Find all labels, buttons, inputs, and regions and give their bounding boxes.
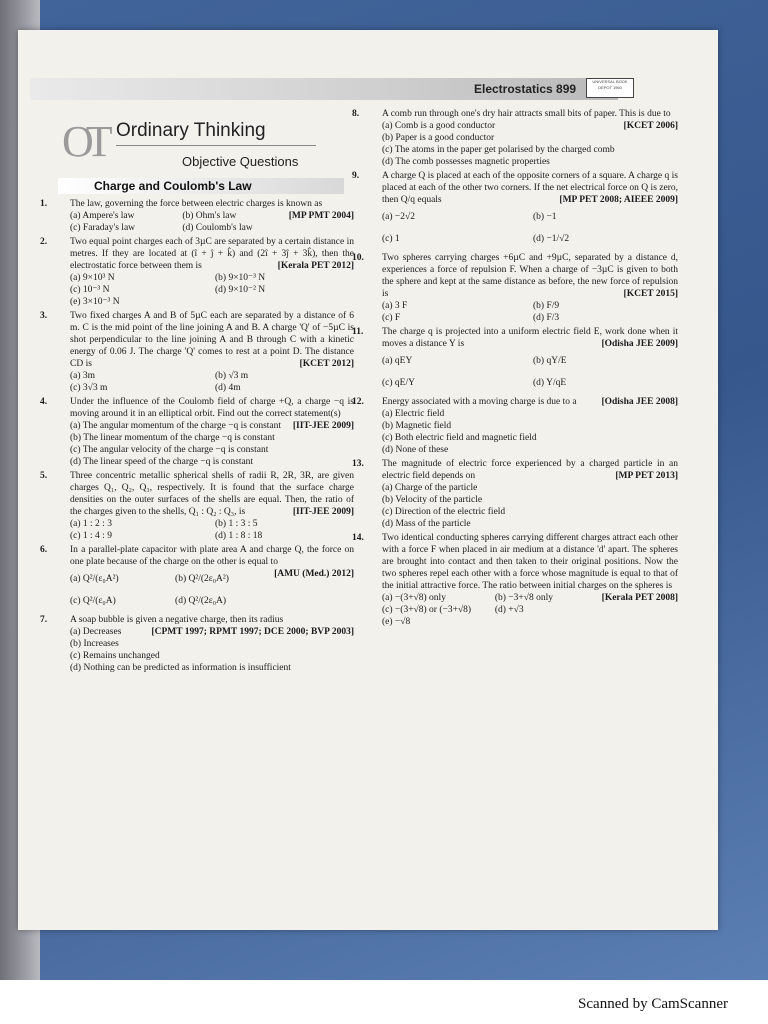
book-page [18,30,718,930]
publisher-badge: UNIVERSAL BOOK DEPOT 1960 [586,78,634,98]
question-number: 4. [40,397,48,407]
answer-option: (c) The angular velocity of the charge −q is constant [70,445,269,455]
answer-option: (d) 9×10⁻² N [215,285,266,295]
answer-option: (b) −3+√8 only [494,593,553,603]
question-text: In a parallel-plate capacitor with plate area A and charge Q, the force on one plate because of the charge on the other is equal to [70,545,354,567]
answer-option: (d) None of these [382,445,449,455]
question-item [36,198,354,234]
question-text: The law, governing the force between electric charges is known as [70,199,323,209]
question-number: 11. [352,327,364,337]
question-item [36,614,354,674]
question-source: [IIT-JEE 2009] [292,507,354,517]
question-body [382,326,678,394]
question-body [382,252,678,324]
answer-option: (a) −(3+√8) only [382,593,446,603]
answer-option: (d) The linear speed of the charge −q is constant [70,457,254,467]
answer-option: (c) 3√3 m [70,383,108,393]
answer-option: (b) qY/E [533,356,567,366]
page-header-title: Electrostatics 899 [474,82,577,96]
question-text: Under the influence of the Coulomb field of charge +Q, a charge −q is moving around it in an elliptical orbit. Find out the correct statement(s) [70,397,354,419]
answer-option: (c) The atoms in the paper get polarised by the charged comb [382,145,615,155]
answer-option: (b) Magnetic field [382,421,452,431]
answer-option: (d) Coulomb's law [182,223,253,233]
answer-option: (d) 1 : 8 : 18 [215,531,263,541]
question-source: [Kerala PET 2008] [601,593,678,603]
question-body [70,396,354,468]
answer-option: (d) +√3 [494,605,524,615]
question-body [382,458,678,530]
question-number: 12. [352,397,364,407]
topic-title: Charge and Coulomb's Law [94,179,252,193]
answer-option: (c) 1 [382,234,400,244]
answer-option: (c) Q²/(ε₀A) [70,596,116,606]
question-number: 3. [40,311,48,321]
options-list [382,350,678,394]
answer-option: (d) F/3 [533,313,560,323]
answer-option: (a) Charge of the particle [382,483,478,493]
question-text: Two spheres carrying charges +6µC and +9µC, separated by a distance d, experiences a force of repulsion F. When a charge of −3µC is given to both the sphere and kept at the same distance as before, the new force of repulsion is [382,253,678,299]
section-sub-title: Objective Questions [182,154,299,169]
question-source: [KCET 2006] [623,121,678,131]
answer-option: (c) 1 : 4 : 9 [70,531,112,541]
answer-option: (c) 10⁻³ N [70,285,110,295]
question-text: Two equal point charges each of 3µC are separated by a certain distance in metres. If they are located at (î + ĵ + k̂) and (2î + 3ĵ + 3k̂), then the electrostatic force between them is [70,237,354,271]
answer-option: (b) √3 m [215,371,249,381]
question-item [36,396,354,468]
ot-logo: OT [62,117,105,166]
answer-option: (a) 1 : 2 : 3 [70,519,112,529]
question-number: 9. [352,171,360,181]
question-number: 13. [352,459,364,469]
question-text: Two fixed charges A and B of 5µC each are separated by a distance of 6 m. C is the mid point of the line joining A and B. A charge 'Q' of −5µC is shot perpendicular to the line joining A and B through C with a kinetic energy of 0.06 J. The charge 'Q' comes to rest at a point D. The distance CD is [70,311,354,369]
question-text: A comb run through one's dry hair attracts small bits of paper. This is due to [382,109,671,119]
question-source: [Kerala PET 2012] [277,261,354,271]
options-list [382,482,678,530]
question-text: Energy associated with a moving charge is due to a [382,397,577,407]
answer-option: (a) 3m [70,371,96,381]
options-list [70,272,354,308]
answer-option: (d) −1/√2 [533,234,570,244]
answer-option: (b) The linear momentum of the charge −q is constant [70,433,275,443]
answer-option: (d) Q²/(2ε₀A) [175,596,227,606]
question-body [70,198,354,234]
question-item [348,170,678,250]
options-list [70,420,293,468]
options-list [70,210,289,234]
question-text: Three concentric metallic spherical shells of radii R, 2R, 3R, are given charges Q₁, Q₂, Q₃, respectively. It is found that the surface charge densities on the outer surfaces of the shells are equal. Then, the ratio of the charges given to the shells, Q₁ : Q₂ : Q₃, is [70,471,354,517]
question-text: A soap bubble is given a negative charge, then its radius [70,615,284,625]
question-item [348,252,678,324]
left-question-column [36,198,354,676]
answer-option: (a) Decreases [70,627,122,637]
answer-option: (a) −2√2 [382,212,415,222]
title-underline [116,145,316,146]
options-list [70,370,354,394]
right-question-column [348,108,678,630]
answer-option: (b) F/9 [533,301,560,311]
question-body [70,310,354,394]
section-main-title: Ordinary Thinking [116,120,266,141]
question-source: [CPMT 1997; RPMT 1997; DCE 2000; BVP 2003] [151,627,354,637]
answer-option: (d) The comb possesses magnetic properties [382,157,550,167]
answer-option: (d) 4m [215,383,241,393]
question-body [382,396,678,456]
question-source: [IIT-JEE 2009] [292,421,354,431]
answer-option: (a) Q²/(ε₀A²) [70,574,119,584]
scanner-watermark: Scanned by CamScanner [578,996,728,1012]
answer-option: (a) Electric field [382,409,445,419]
answer-option: (b) Velocity of the particle [382,495,483,505]
options-list [382,120,624,168]
question-number: 6. [40,545,48,555]
question-item [36,470,354,542]
answer-option: (b) −1 [533,212,557,222]
options-list [382,206,678,250]
answer-option: (b) Increases [70,639,119,649]
question-number: 14. [352,533,364,543]
question-body [70,544,354,612]
question-text: The charge q is projected into a uniform electric field E, work done when it moves a distance Y is [382,327,678,349]
question-number: 2. [40,237,48,247]
question-item [348,326,678,394]
answer-option: (c) qE/Y [382,378,415,388]
answer-option: (d) Nothing can be predicted as information is insufficient [70,663,291,673]
question-source: [AMU (Med.) 2012] [274,569,354,579]
question-body [70,236,354,308]
question-source: [MP PET 2008; AIEEE 2009] [559,195,678,205]
answer-option: (a) Ampere's law [70,211,135,221]
answer-option: (c) −(3+√8) or (−3+√8) [382,605,472,615]
options-list [70,568,274,612]
options-list [70,518,354,542]
answer-option: (a) 3 F [382,301,408,311]
question-source: [KCET 2012] [299,359,354,369]
answer-option: (b) Q²/(2ε₀A²) [175,574,229,584]
answer-option: (d) Mass of the particle [382,519,471,529]
answer-option: (c) Remains unchanged [70,651,160,661]
answer-option: (a) 9×10³ N [70,273,115,283]
question-number: 10. [352,253,364,263]
question-source: [MP PET 2013] [615,471,678,481]
question-item [348,108,678,168]
answer-option: (a) Comb is a good conductor [382,121,496,131]
question-body [70,614,354,674]
options-list [382,300,678,324]
question-item [36,236,354,308]
question-source: [Odisha JEE 2008] [601,397,678,407]
question-source: [KCET 2015] [623,289,678,299]
question-body [382,170,678,250]
answer-option: (a) The angular momentum of the charge −q is constant [70,421,282,431]
answer-option: (e) −√8 [382,617,411,627]
answer-option: (a) qEY [382,356,413,366]
question-number: 1. [40,199,48,209]
question-number: 5. [40,471,48,481]
answer-option: (c) F [382,313,401,323]
answer-option: (b) Ohm's law [182,211,237,221]
question-text: A charge Q is placed at each of the opposite corners of a square. A charge q is placed at each of the other two corners. If the net electrical force on Q is zero, then Q/q equals [382,171,678,205]
question-number: 7. [40,615,48,625]
question-text: The magnitude of electric force experienced by a charged particle in an electric field depends on [382,459,678,481]
question-number: 8. [352,109,360,119]
answer-option: (b) Paper is a good conductor [382,133,495,143]
options-list [382,592,602,628]
question-source: [MP PMT 2004] [288,211,354,221]
question-item [348,458,678,530]
answer-option: (b) 9×10⁻³ N [215,273,266,283]
question-item [348,532,678,628]
question-item [36,310,354,394]
answer-option: (c) Both electric field and magnetic field [382,433,537,443]
question-body [70,470,354,542]
answer-option: (c) Direction of the electric field [382,507,506,517]
question-item [36,544,354,612]
answer-option: (b) 1 : 3 : 5 [215,519,258,529]
options-list [382,408,678,456]
question-item [348,396,678,456]
answer-option: (d) Y/qE [533,378,567,388]
answer-option: (e) 3×10⁻³ N [70,297,120,307]
answer-option: (c) Faraday's law [70,223,136,233]
question-body [382,532,678,628]
question-text: Two identical conducting spheres carrying different charges attract each other with a force F when placed in air medium at a distance 'd' apart. The spheres are brought into contact and then taken to their original positions. Now the two spheres repel each other with a force whose magnitude is equal to that of the initial attractive force. The ratio between initial charges on the spheres is [382,533,678,591]
question-body [382,108,678,168]
question-source: [Odisha JEE 2009] [601,339,678,349]
